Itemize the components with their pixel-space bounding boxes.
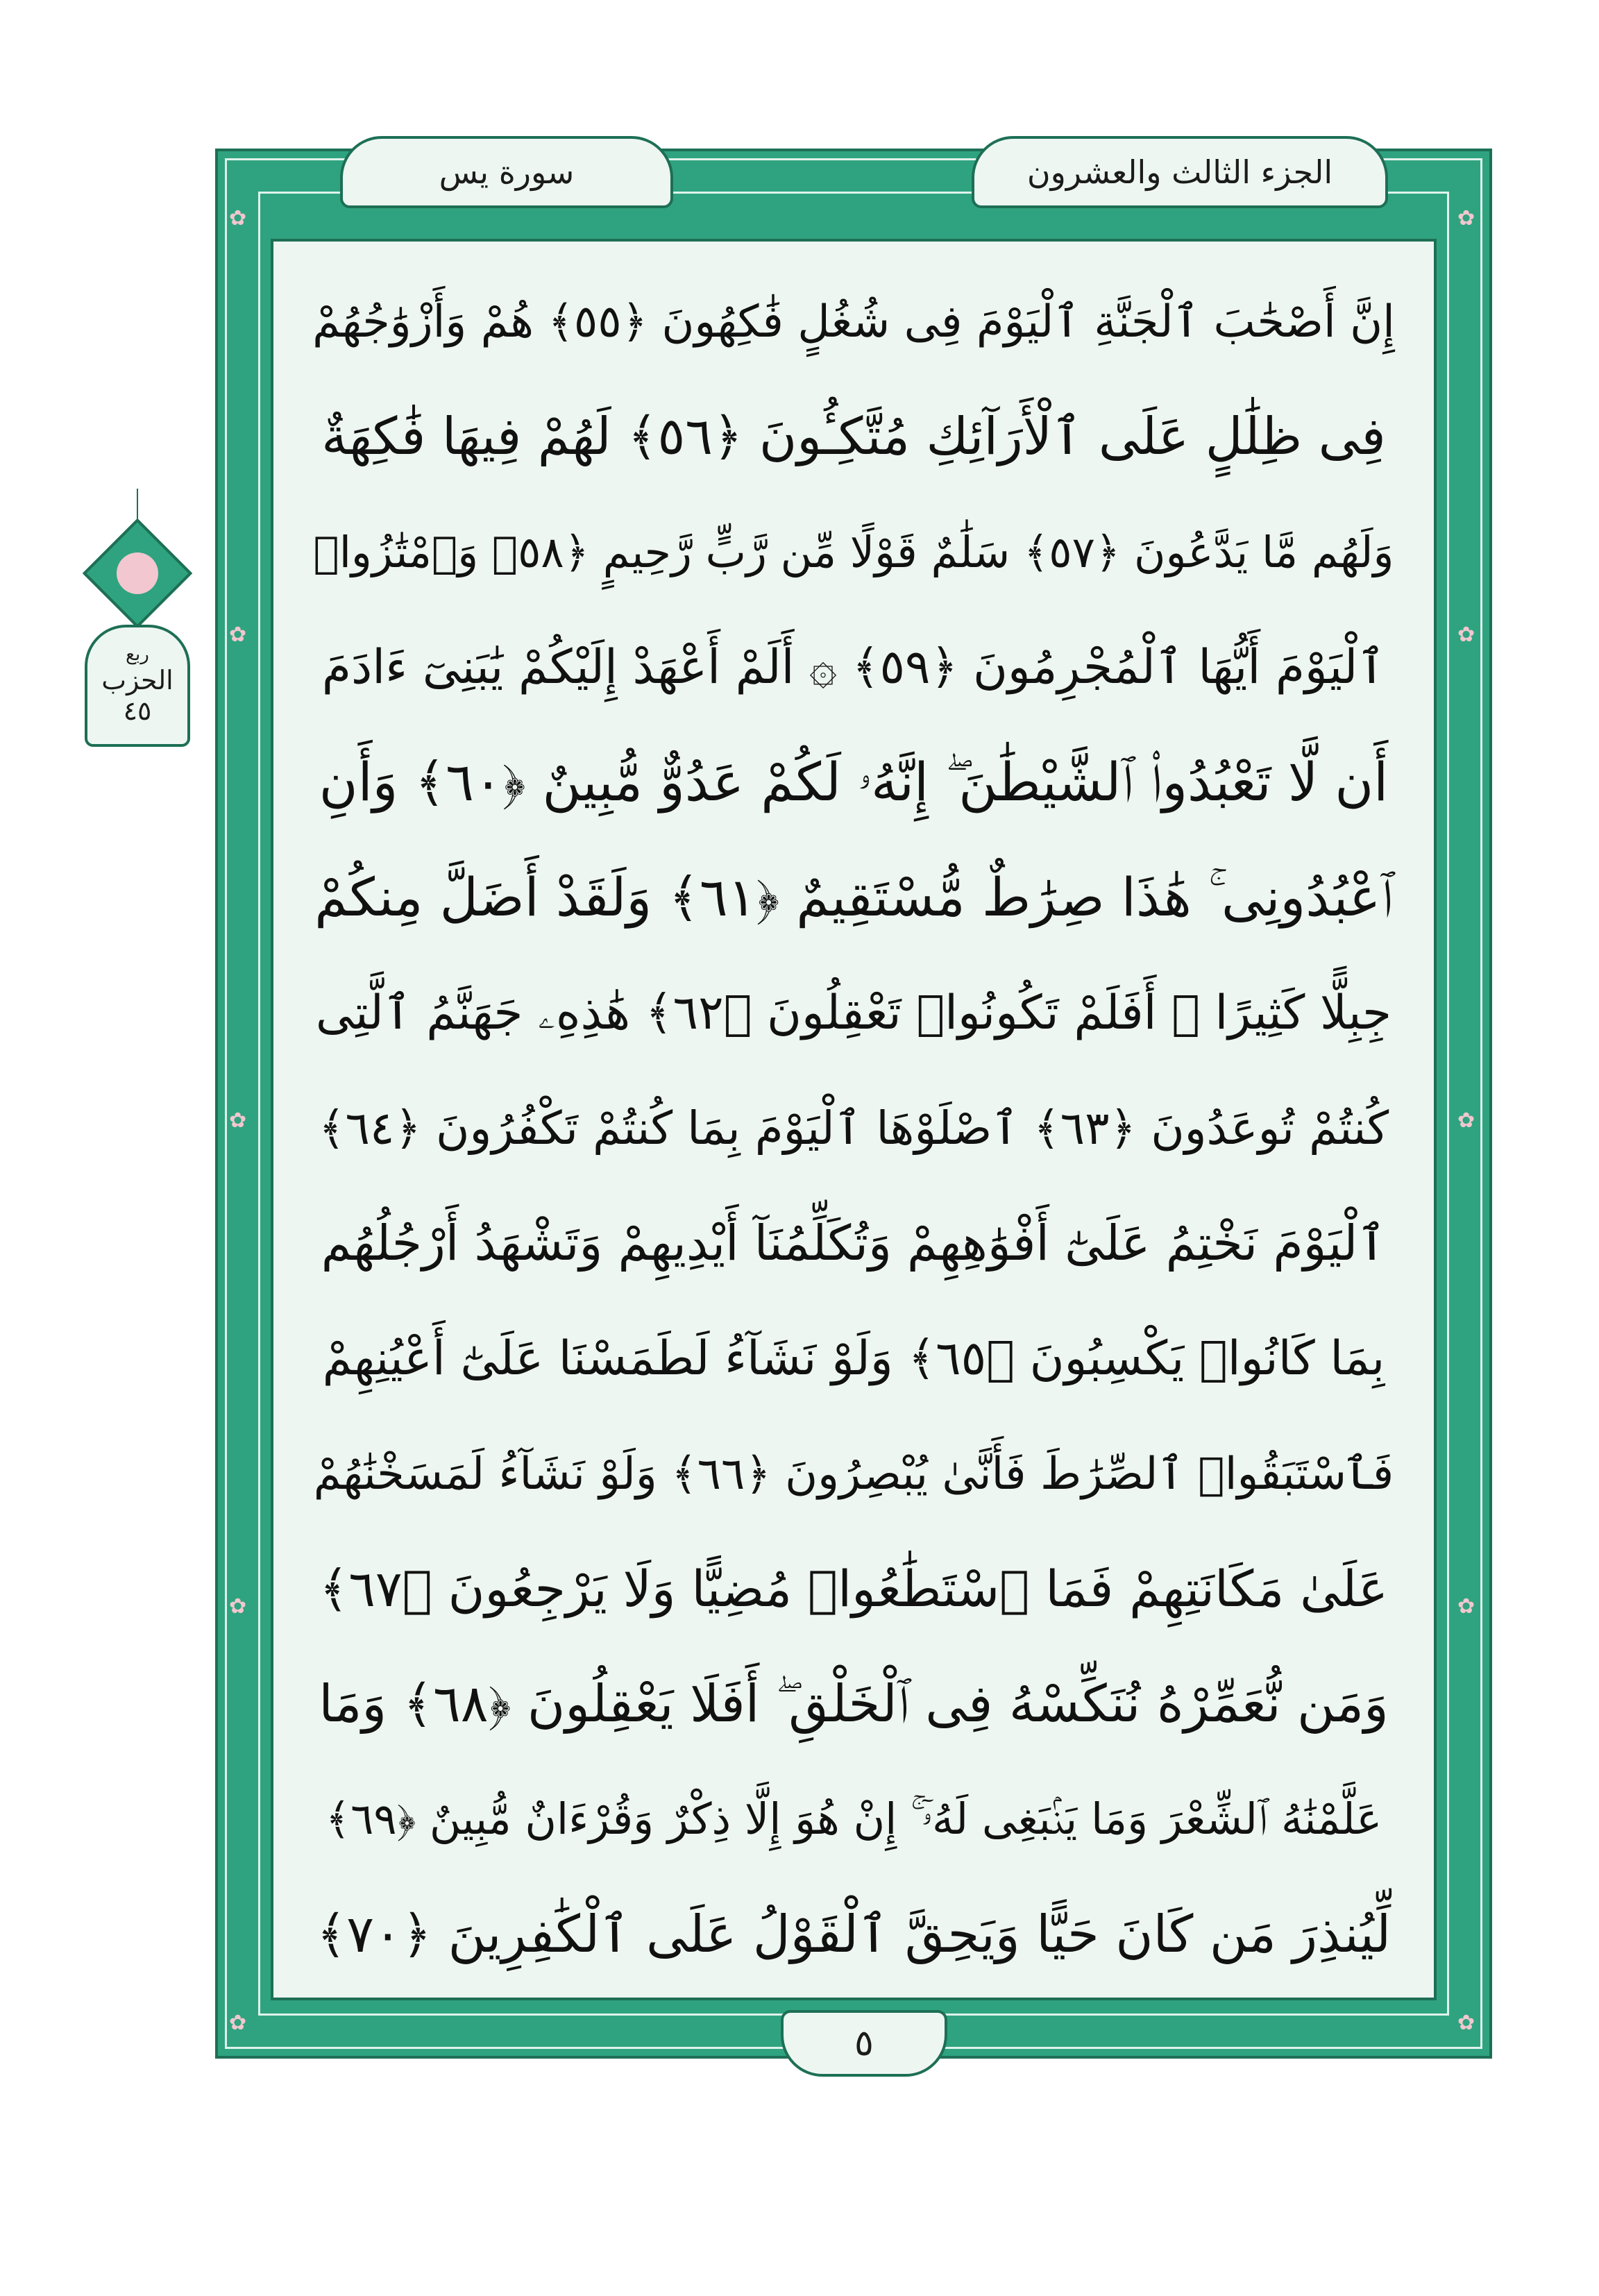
verse-line: كُنتُمْ تُوعَدُونَ ﴿٦٣﴾ ٱصْلَوْهَا ٱلْيَوْمَ بِمَا كُنتُمْ تَكْفُرُونَ ﴿٦٤﴾ [318,1101,1389,1155]
verse-line: عَلَىٰ مَكَانَتِهِمْ فَمَا ٱسْتَطَٰعُوا۟ مُضِيًّا وَلَا يَرْجِعُونَ ﴿٦٧﴾ [319,1560,1388,1618]
hizb-quarter-label: ربع [126,644,149,666]
flower-ornament-icon: ✿ [229,623,247,647]
hizb-label: الحزب [101,665,174,696]
verse-line: فَٱسْتَبَقُوا۟ ٱلصِّرَٰطَ فَأَنَّىٰ يُبْصِرُونَ ﴿٦٦﴾ وَلَوْ نَشَآءُ لَمَسَخْنَٰهُمْ [313,1448,1394,1500]
flower-ornament-icon: ✿ [1457,1108,1475,1133]
juz-title: الجزء الثالث والعشرون [972,136,1388,208]
verse-line: أَن لَّا تَعْبُدُوا۟ ٱلشَّيْطَٰنَ ۖ إِنَّهُۥ لَكُمْ عَدُوٌّ مُّبِينٌ ﴿٦٠﴾ وَأَنِ [319,750,1389,813]
flower-ornament-icon: ✿ [1457,1594,1475,1619]
verse-line: وَمَن نُّعَمِّرْهُ نُنَكِّسْهُ فِى ٱلْخَلْقِ ۖ أَفَلَا يَعْقِلُونَ ﴿٦٨﴾ وَمَا [319,1673,1389,1734]
verse-line: ٱلْيَوْمَ أَيُّهَا ٱلْمُجْرِمُونَ ﴿٥٩﴾ ۞ أَلَمْ أَعْهَدْ إِلَيْكُمْ يَٰبَنِىٓ ءَادَمَ [321,640,1386,695]
verse-line: وَلَهُم مَّا يَدَّعُونَ ﴿٥٧﴾ سَلَٰمٌ قَوْلًا مِّن رَّبٍّ رَّحِيمٍ ﴿٥٨﴾ وَٱمْتَٰزُوا۟ [313,526,1394,577]
hizb-card [85,625,190,747]
surah-title: سورة يس [340,136,673,208]
verse-lines [312,264,1395,1992]
flower-ornament-icon: ✿ [229,2011,247,2035]
verse-line: بِمَا كَانُوا۟ يَكْسِبُونَ ﴿٦٥﴾ وَلَوْ نَشَآءُ لَطَمَسْنَا عَلَىٰٓ أَعْيُنِهِمْ [322,1331,1385,1386]
hizb-number: ٤٥ [123,695,152,726]
verse-line: عَلَّمْنَٰهُ ٱلشِّعْرَ وَمَا يَنۢبَغِى لَهُۥٓ ۚ إِنْ هُوَ إِلَّا ذِكْرٌ وَقُرْءَانٌ مُّبِينٌ ﴿٦٩﴾ [325,1793,1382,1844]
verse-line: جِبِلًّا كَثِيرًا ۖ أَفَلَمْ تَكُونُوا۟ تَعْقِلُونَ ﴿٦٢﴾ هَٰذِهِۦ جَهَنَّمُ ٱلَّتِى [315,985,1392,1040]
flower-ornament-icon: ✿ [229,1594,247,1619]
verse-line: إِنَّ أَصْحَٰبَ ٱلْجَنَّةِ ٱلْيَوْمَ فِى شُغُلٍ فَٰكِهُونَ ﴿٥٥﴾ هُمْ وَأَزْوَٰجُهُمْ [312,296,1395,348]
verse-line: لِّيُنذِرَ مَن كَانَ حَيًّا وَيَحِقَّ ٱلْقَوْلُ عَلَى ٱلْكَٰفِرِينَ ﴿٧٠﴾ [316,1905,1391,1964]
flower-ornament-icon: ✿ [1457,206,1475,230]
page-number: ٥ [781,2010,947,2077]
flower-ornament-icon: ✿ [1457,623,1475,647]
rosette-icon [83,518,192,628]
flower-ornament-icon: ✿ [229,1108,247,1133]
flower-ornament-icon: ✿ [229,206,247,230]
hizb-marker [82,489,193,750]
verse-line: ٱلْيَوْمَ نَخْتِمُ عَلَىٰٓ أَفْوَٰهِهِمْ وَتُكَلِّمُنَآ أَيْدِيهِمْ وَتَشْهَدُ أَرْجُلُهُم [321,1215,1387,1272]
verse-line: ٱعْبُدُونِى ۚ هَٰذَا صِرَٰطٌ مُّسْتَقِيمٌ ﴿٦١﴾ وَلَقَدْ أَضَلَّ مِنكُمْ [314,866,1393,928]
flower-ornament-icon: ✿ [1457,2011,1475,2035]
verse-line: فِى ظِلَٰلٍ عَلَى ٱلْأَرَآئِكِ مُتَّكِـُٔونَ ﴿٥٦﴾ لَهُمْ فِيهَا فَٰكِهَةٌ [321,407,1386,466]
